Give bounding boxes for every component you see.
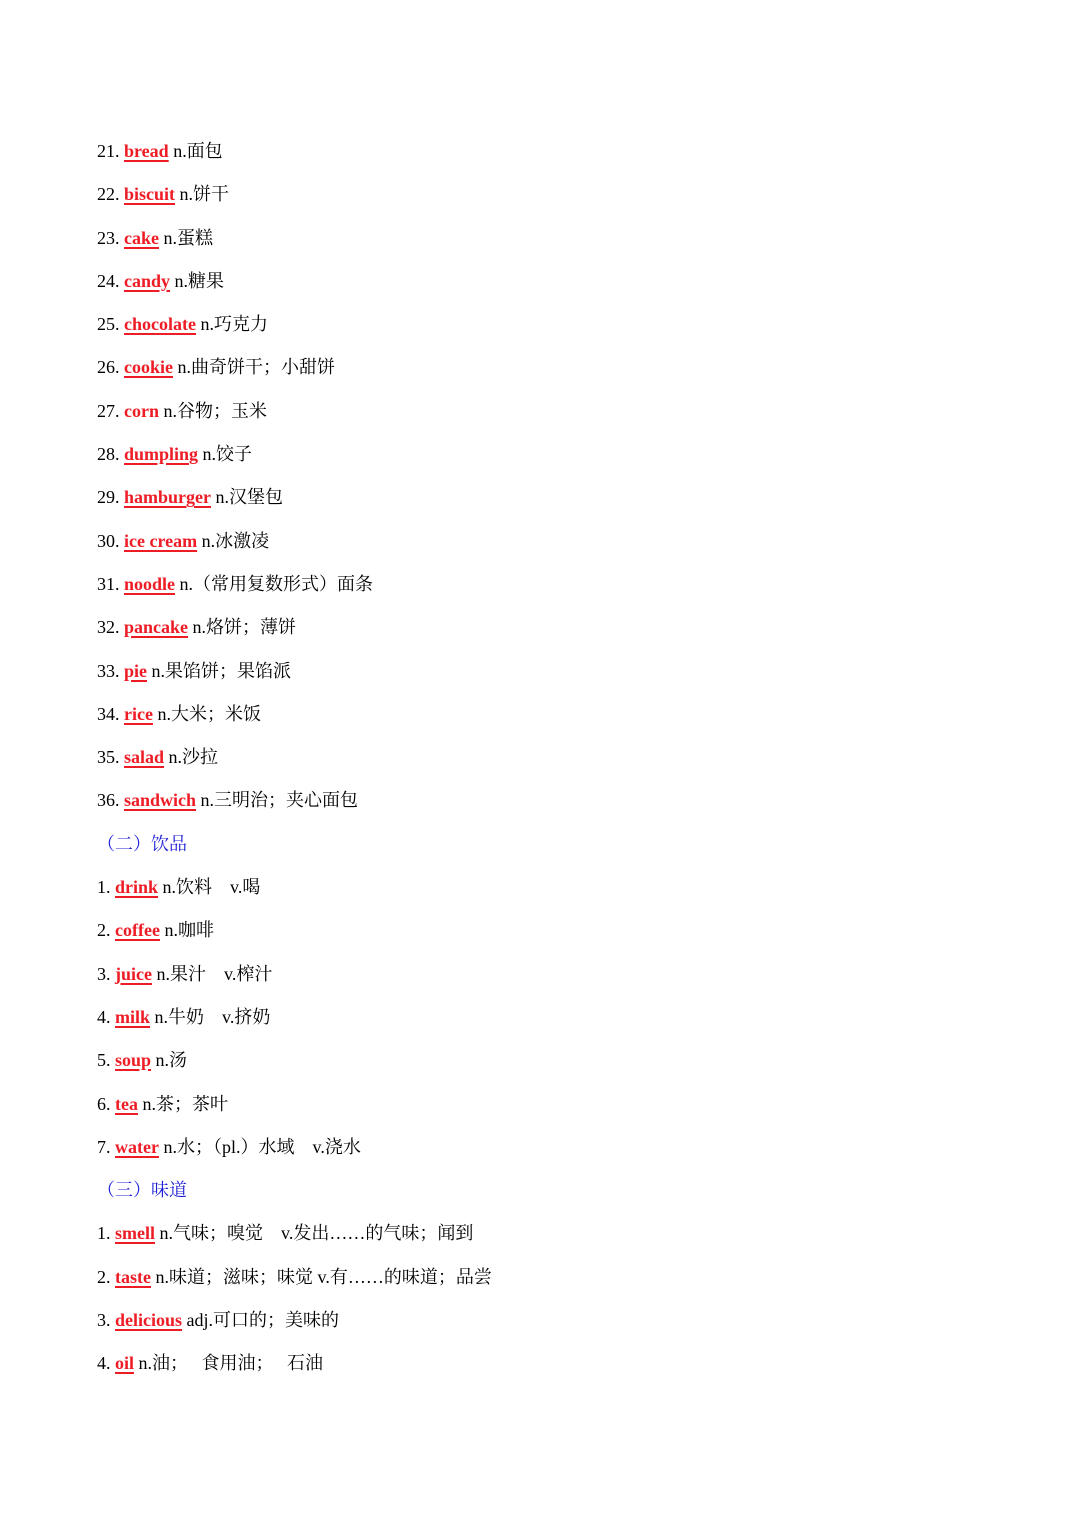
vocab-item [97, 698, 997, 741]
vocab-item [97, 481, 997, 524]
vocab-term: ice cream [124, 530, 198, 551]
vocab-definition: n.三明治；夹心面包 [200, 790, 359, 811]
vocab-definition: n.蛋糕 [163, 227, 213, 248]
vocab-definition: n.茶；茶叶 [142, 1093, 228, 1114]
vocab-item [97, 1347, 997, 1390]
vocab-item [97, 958, 997, 1001]
section-heading [97, 828, 997, 871]
vocab-definition: adj.可口的；美味的 [186, 1310, 340, 1331]
item-number: 27. [97, 400, 120, 421]
vocab-item [97, 871, 997, 914]
vocab-definition: n.牛奶 v.挤奶 [154, 1006, 271, 1027]
vocab-term: drink [115, 877, 159, 898]
vocab-term: hamburger [124, 487, 211, 508]
vocab-definition: n.果汁 v.榨汁 [156, 963, 273, 984]
vocab-term: chocolate [124, 314, 196, 335]
item-number: 3. [97, 1310, 111, 1331]
vocab-definition: n.（常用复数形式）面条 [179, 573, 374, 594]
vocab-term: tea [115, 1093, 138, 1114]
vocab-term: cake [124, 227, 159, 248]
vocab-item [97, 308, 997, 351]
vocab-term: milk [115, 1006, 151, 1027]
vocab-item [97, 568, 997, 611]
vocab-definition: n.巧克力 [200, 314, 268, 335]
section-heading-text: （三）味道 [97, 1180, 187, 1201]
vocab-definition: n.汤 [155, 1050, 188, 1071]
vocab-definition: n.饺子 [202, 444, 253, 465]
vocab-item [97, 1131, 997, 1174]
vocab-definition: n.咖啡 [164, 920, 214, 941]
vocab-term: dumpling [124, 444, 199, 465]
vocab-term: soup [115, 1050, 152, 1071]
vocab-item [97, 914, 997, 957]
vocab-item [97, 611, 997, 654]
vocab-definition: n.气味；嗅觉 v.发出……的气味；闻到 [159, 1223, 474, 1244]
item-number: 34. [97, 703, 120, 724]
vocab-item [97, 135, 997, 178]
section-heading [97, 1174, 997, 1217]
vocab-term: water [115, 1136, 159, 1157]
vocab-definition: n.油； 食用油； 石油 [138, 1353, 324, 1374]
vocab-item [97, 351, 997, 394]
vocab-definition: n.曲奇饼干；小甜饼 [177, 357, 335, 378]
item-number: 32. [97, 617, 120, 638]
vocab-term: oil [115, 1353, 135, 1374]
vocab-item [97, 1261, 997, 1304]
vocab-definition: n.饼干 [179, 184, 230, 205]
vocab-item [97, 525, 997, 568]
vocab-term: sandwich [124, 790, 197, 811]
item-number: 6. [97, 1093, 111, 1114]
item-number: 35. [97, 747, 120, 768]
vocab-definition: n.面包 [173, 141, 223, 161]
vocab-item [97, 655, 997, 698]
vocab-definition: n.大米；米饭 [157, 703, 261, 724]
vocab-term: juice [115, 963, 152, 984]
vocab-definition: n.水；（pl.）水域 v.浇水 [163, 1136, 361, 1157]
item-number: 1. [97, 877, 111, 898]
vocab-item [97, 222, 997, 265]
item-number: 24. [97, 270, 120, 291]
item-number: 26. [97, 357, 120, 378]
vocab-term: corn [124, 400, 159, 421]
vocab-item [97, 438, 997, 481]
item-number: 2. [97, 920, 111, 941]
vocab-definition: n.谷物；玉米 [163, 400, 267, 421]
vocab-term: candy [124, 270, 171, 291]
item-number: 4. [97, 1353, 111, 1374]
item-number: 36. [97, 790, 120, 811]
item-number: 31. [97, 573, 120, 594]
vocab-term: rice [124, 703, 153, 724]
item-number: 33. [97, 660, 120, 681]
vocabulary-list [97, 135, 997, 1391]
vocab-item [97, 741, 997, 784]
vocab-item [97, 395, 997, 438]
item-number: 3. [97, 963, 111, 984]
vocab-term: smell [115, 1223, 155, 1244]
vocab-definition: n.沙拉 [168, 747, 219, 768]
item-number: 1. [97, 1223, 111, 1244]
item-number: 5. [97, 1050, 111, 1071]
vocab-definition: n.糖果 [174, 270, 225, 291]
item-number: 21. [97, 141, 120, 161]
item-number: 22. [97, 184, 120, 205]
item-number: 25. [97, 314, 120, 335]
vocab-term: taste [115, 1266, 151, 1287]
vocab-term: pancake [124, 617, 189, 638]
item-number: 2. [97, 1266, 111, 1287]
item-number: 30. [97, 530, 120, 551]
vocab-term: cookie [124, 357, 173, 378]
vocab-definition: n.汉堡包 [215, 487, 283, 508]
vocab-term: delicious [115, 1310, 183, 1331]
item-number: 29. [97, 487, 120, 508]
vocab-item [97, 1044, 997, 1087]
vocab-term: coffee [115, 920, 160, 941]
item-number: 4. [97, 1006, 111, 1027]
section-heading-text: （二）饮品 [97, 833, 187, 854]
item-number: 7. [97, 1136, 111, 1157]
vocab-term: bread [124, 141, 169, 161]
vocab-item [97, 1001, 997, 1044]
item-number: 23. [97, 227, 120, 248]
vocab-item [97, 784, 997, 827]
vocab-term: salad [124, 747, 165, 768]
vocab-item [97, 178, 997, 221]
vocab-term: biscuit [124, 184, 176, 205]
vocab-definition: n.冰激凌 [201, 530, 270, 551]
item-number: 28. [97, 444, 120, 465]
vocab-definition: n.味道；滋味；味觉 v.有……的味道；品尝 [155, 1266, 492, 1287]
vocab-item [97, 1217, 997, 1260]
vocab-item [97, 1088, 997, 1131]
vocab-term: pie [124, 660, 148, 681]
vocab-item [97, 1304, 997, 1347]
vocab-item [97, 265, 997, 308]
vocab-term: noodle [124, 573, 176, 594]
vocab-definition: n.烙饼；薄饼 [192, 617, 297, 638]
vocab-definition: n.果馅饼；果馅派 [151, 660, 292, 681]
vocab-definition: n.饮料 v.喝 [162, 877, 261, 898]
